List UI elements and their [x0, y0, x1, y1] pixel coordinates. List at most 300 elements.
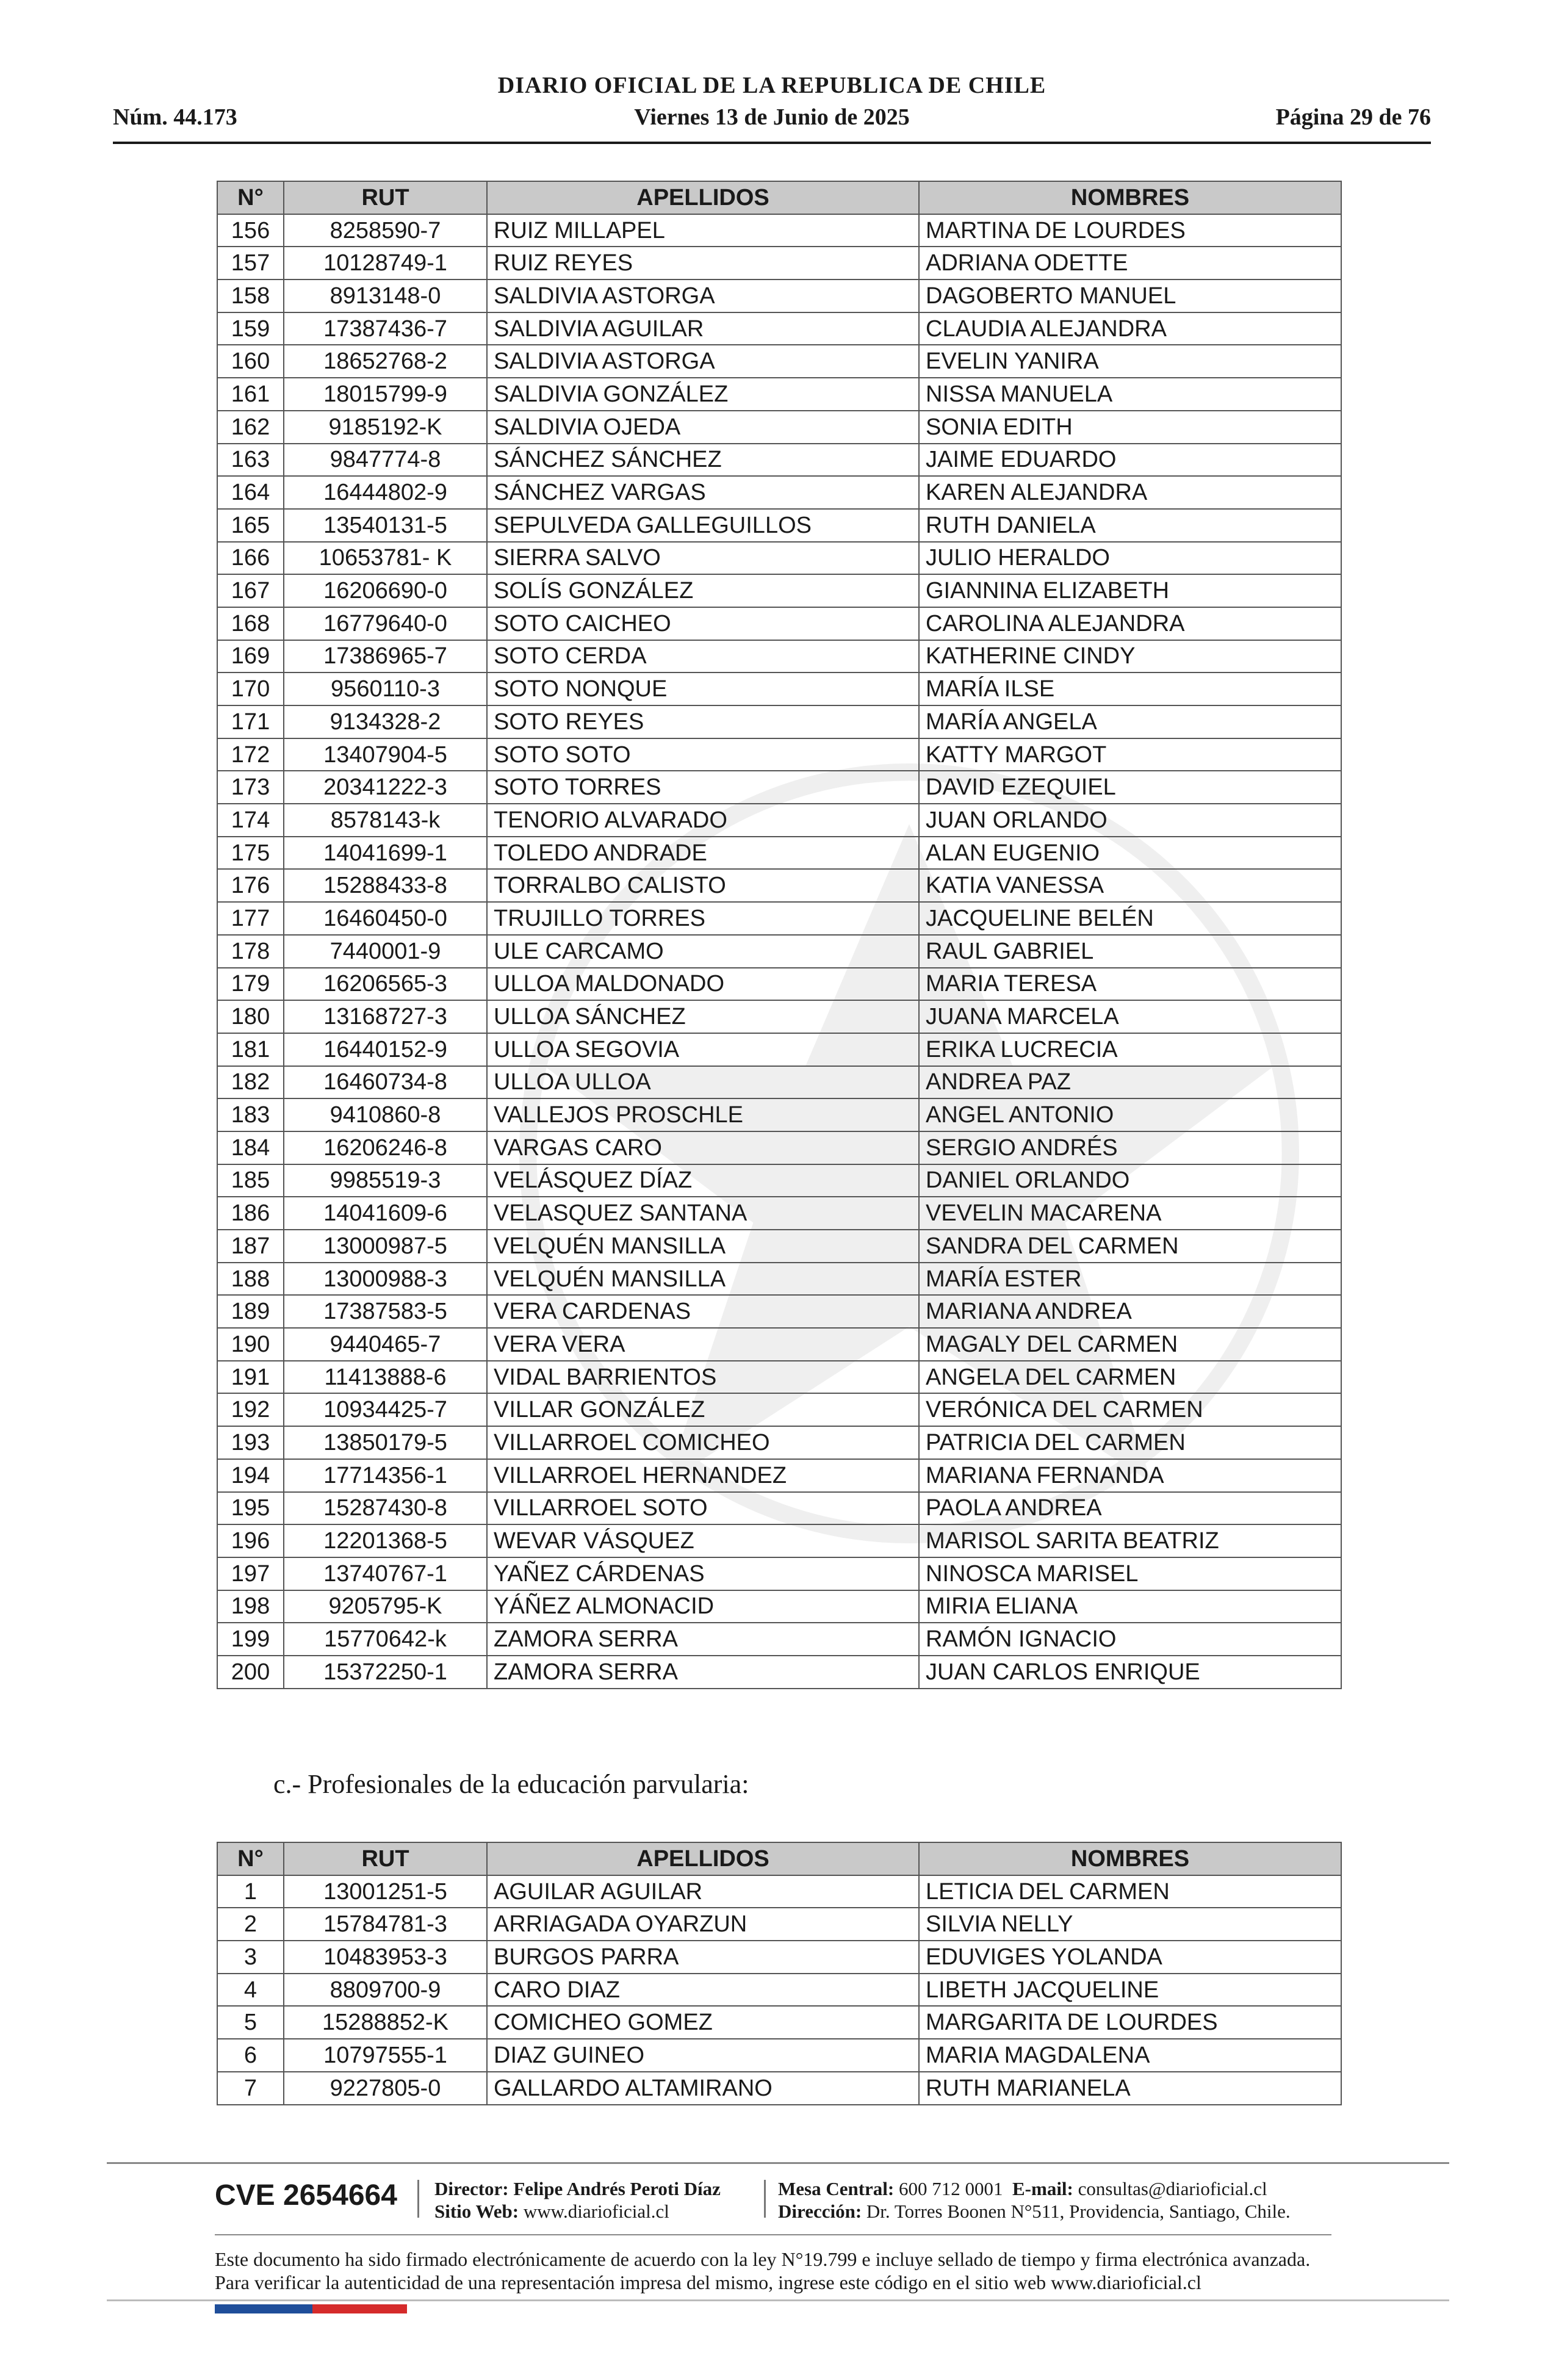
section-heading: c.- Profesionales de la educación parvularia:	[273, 1769, 749, 1799]
table-row	[217, 804, 1341, 837]
given-name-cell: PAOLA ANDREA	[919, 1492, 1341, 1525]
surname-cell: BURGOS PARRA	[487, 1941, 919, 1974]
surname-cell: SALDIVIA ASTORGA	[487, 279, 919, 312]
table-row	[217, 2006, 1341, 2039]
rut-cell: 9205795-K	[284, 1590, 487, 1623]
surname-cell: YAÑEZ CÁRDENAS	[487, 1557, 919, 1590]
surname-cell: SALDIVIA ASTORGA	[487, 345, 919, 378]
row-number: 189	[217, 1295, 284, 1328]
surname-cell: TENORIO ALVARADO	[487, 804, 919, 837]
given-name-cell: EDUVIGES YOLANDA	[919, 1941, 1341, 1974]
surname-cell: SOLÍS GONZÁLEZ	[487, 574, 919, 607]
row-number: 179	[217, 968, 284, 1001]
row-number: 4	[217, 1974, 284, 2007]
table-row	[217, 312, 1341, 345]
table-row	[217, 1263, 1341, 1296]
footer-separator	[764, 2180, 766, 2218]
flag-stripe-blue	[215, 2304, 312, 2313]
table-row	[217, 1656, 1341, 1689]
given-name-cell: KATHERINE CINDY	[919, 640, 1341, 673]
rut-cell: 17386965-7	[284, 640, 487, 673]
rut-cell: 13540131-5	[284, 509, 487, 542]
table-row	[217, 1164, 1341, 1197]
table-row	[217, 1033, 1341, 1066]
rut-cell: 17387436-7	[284, 312, 487, 345]
email-label: E-mail:	[1012, 2178, 1073, 2199]
rut-cell: 8809700-9	[284, 1974, 487, 2007]
surname-cell: SOTO TORRES	[487, 771, 919, 804]
row-number: 196	[217, 1524, 284, 1557]
row-number: 172	[217, 738, 284, 771]
surname-cell: ZAMORA SERRA	[487, 1656, 919, 1689]
rut-cell: 14041609-6	[284, 1197, 487, 1230]
rut-cell: 18652768-2	[284, 345, 487, 378]
table-row	[217, 574, 1341, 607]
given-name-cell: SERGIO ANDRÉS	[919, 1131, 1341, 1164]
given-name-cell: ANGELA DEL CARMEN	[919, 1361, 1341, 1394]
given-name-cell: JUANA MARCELA	[919, 1000, 1341, 1033]
table-row	[217, 1230, 1341, 1263]
rut-cell: 15770642-k	[284, 1623, 487, 1656]
table-row	[217, 214, 1341, 247]
surname-cell: TRUJILLO TORRES	[487, 902, 919, 935]
row-number: 166	[217, 542, 284, 575]
given-name-cell: SONIA EDITH	[919, 411, 1341, 444]
row-number: 171	[217, 705, 284, 738]
row-number: 173	[217, 771, 284, 804]
rut-cell: 10653781- K	[284, 542, 487, 575]
row-number: 190	[217, 1328, 284, 1361]
row-number: 177	[217, 902, 284, 935]
surname-cell: SOTO REYES	[487, 705, 919, 738]
surname-cell: GALLARDO ALTAMIRANO	[487, 2072, 919, 2105]
row-number: 7	[217, 2072, 284, 2105]
email-link[interactable]: consultas@diarioficial.cl	[1078, 2178, 1267, 2199]
rut-cell: 9410860-8	[284, 1098, 487, 1131]
given-name-cell: LIBETH JACQUELINE	[919, 1974, 1341, 2007]
surname-cell: ULE CARCAMO	[487, 935, 919, 968]
surname-cell: SALDIVIA OJEDA	[487, 411, 919, 444]
given-name-cell: KATIA VANESSA	[919, 869, 1341, 902]
surname-cell: TORRALBO CALISTO	[487, 869, 919, 902]
table-row	[217, 247, 1341, 279]
rut-cell: 9985519-3	[284, 1164, 487, 1197]
footer-divider	[215, 2234, 1331, 2235]
surname-cell: VILLAR GONZÁLEZ	[487, 1393, 919, 1426]
table-row	[217, 935, 1341, 968]
rut-cell: 13000988-3	[284, 1263, 487, 1296]
rut-cell: 13000987-5	[284, 1230, 487, 1263]
table-row	[217, 705, 1341, 738]
surname-cell: SOTO SOTO	[487, 738, 919, 771]
row-number: 157	[217, 247, 284, 279]
given-name-cell: MARÍA ILSE	[919, 673, 1341, 705]
given-name-cell: RUTH DANIELA	[919, 509, 1341, 542]
given-name-cell: DANIEL ORLANDO	[919, 1164, 1341, 1197]
surname-cell: SÁNCHEZ SÁNCHEZ	[487, 444, 919, 477]
rut-cell: 8913148-0	[284, 279, 487, 312]
table-body	[217, 214, 1341, 1689]
row-number: 174	[217, 804, 284, 837]
table-row	[217, 1524, 1341, 1557]
table-row	[217, 411, 1341, 444]
surname-cell: ZAMORA SERRA	[487, 1623, 919, 1656]
given-name-cell: MARÍA ANGELA	[919, 705, 1341, 738]
given-name-cell: NINOSCA MARISEL	[919, 1557, 1341, 1590]
signature-notice: Este documento ha sido firmado electrónicamente de acuerdo con la ley N°19.799 e incluye sellado de tiempo y firma electrónica avanzada. Para verificar la autenticidad de una representación impresa del mismo, ingrese este código en el sitio web www.diarioficial.cl	[215, 2248, 1311, 2293]
rut-cell: 15288852-K	[284, 2006, 487, 2039]
table-row	[217, 1557, 1341, 1590]
surname-cell: VALLEJOS PROSCHLE	[487, 1098, 919, 1131]
col-header-apellidos: APELLIDOS	[487, 181, 919, 214]
surname-cell: VERA VERA	[487, 1328, 919, 1361]
table-row	[217, 1066, 1341, 1099]
row-number: 197	[217, 1557, 284, 1590]
row-number: 195	[217, 1492, 284, 1525]
row-number: 187	[217, 1230, 284, 1263]
table-row	[217, 509, 1341, 542]
table-row	[217, 607, 1341, 640]
row-number: 181	[217, 1033, 284, 1066]
table-row	[217, 2039, 1341, 2072]
given-name-cell: MARTINA DE LOURDES	[919, 214, 1341, 247]
surname-cell: RUIZ MILLAPEL	[487, 214, 919, 247]
rut-cell: 9560110-3	[284, 673, 487, 705]
given-name-cell: RAMÓN IGNACIO	[919, 1623, 1341, 1656]
surname-cell: VERA CARDENAS	[487, 1295, 919, 1328]
website-link[interactable]: www.diarioficial.cl	[523, 2201, 669, 2222]
row-number: 188	[217, 1263, 284, 1296]
rut-cell: 17387583-5	[284, 1295, 487, 1328]
row-number: 167	[217, 574, 284, 607]
col-header-number: N°	[217, 1842, 284, 1875]
footer-divider	[107, 2162, 1449, 2164]
surname-cell: SALDIVIA GONZÁLEZ	[487, 378, 919, 411]
flag-stripe-red	[312, 2304, 407, 2313]
rut-cell: 10483953-3	[284, 1941, 487, 1974]
issue-date: Viernes 13 de Junio de 2025	[634, 104, 910, 130]
rut-cell: 8258590-7	[284, 214, 487, 247]
table-row	[217, 869, 1341, 902]
row-number: 182	[217, 1066, 284, 1099]
given-name-cell: ERIKA LUCRECIA	[919, 1033, 1341, 1066]
given-name-cell: DAVID EZEQUIEL	[919, 771, 1341, 804]
row-number: 6	[217, 2039, 284, 2072]
rut-cell: 9134328-2	[284, 705, 487, 738]
row-number: 158	[217, 279, 284, 312]
surname-cell: VELÁSQUEZ DÍAZ	[487, 1164, 919, 1197]
surname-cell: VILLARROEL HERNANDEZ	[487, 1459, 919, 1492]
given-name-cell: MIRIA ELIANA	[919, 1590, 1341, 1623]
row-number: 199	[217, 1623, 284, 1656]
table-row	[217, 968, 1341, 1001]
row-number: 185	[217, 1164, 284, 1197]
rut-cell: 14041699-1	[284, 837, 487, 870]
row-number: 178	[217, 935, 284, 968]
rut-cell: 10128749-1	[284, 247, 487, 279]
given-name-cell: MARIA MAGDALENA	[919, 2039, 1341, 2072]
given-name-cell: JUAN CARLOS ENRIQUE	[919, 1656, 1341, 1689]
rut-cell: 15287430-8	[284, 1492, 487, 1525]
given-name-cell: ALAN EUGENIO	[919, 837, 1341, 870]
rut-cell: 16440152-9	[284, 1033, 487, 1066]
given-name-cell: SILVIA NELLY	[919, 1908, 1341, 1941]
surname-cell: COMICHEO GOMEZ	[487, 2006, 919, 2039]
table-row	[217, 1426, 1341, 1459]
surname-cell: WEVAR VÁSQUEZ	[487, 1524, 919, 1557]
given-name-cell: MARISOL SARITA BEATRIZ	[919, 1524, 1341, 1557]
row-number: 168	[217, 607, 284, 640]
surname-cell: ARRIAGADA OYARZUN	[487, 1908, 919, 1941]
col-header-rut: RUT	[284, 1842, 487, 1875]
table-row	[217, 279, 1341, 312]
given-name-cell: PATRICIA DEL CARMEN	[919, 1426, 1341, 1459]
table-row	[217, 640, 1341, 673]
table-row	[217, 837, 1341, 870]
table-row	[217, 673, 1341, 705]
surname-cell: CARO DIAZ	[487, 1974, 919, 2007]
issue-number: Núm. 44.173	[113, 104, 237, 130]
row-number: 176	[217, 869, 284, 902]
col-header-nombres: NOMBRES	[919, 181, 1341, 214]
row-number: 180	[217, 1000, 284, 1033]
table-row	[217, 2072, 1341, 2105]
given-name-cell: JUAN ORLANDO	[919, 804, 1341, 837]
rut-cell: 15784781-3	[284, 1908, 487, 1941]
row-number: 156	[217, 214, 284, 247]
rut-cell: 16206565-3	[284, 968, 487, 1001]
given-name-cell: SANDRA DEL CARMEN	[919, 1230, 1341, 1263]
rut-cell: 7440001-9	[284, 935, 487, 968]
rut-cell: 17714356-1	[284, 1459, 487, 1492]
table-row	[217, 1000, 1341, 1033]
row-number: 200	[217, 1656, 284, 1689]
rut-cell: 16779640-0	[284, 607, 487, 640]
surname-cell: TOLEDO ANDRADE	[487, 837, 919, 870]
header-divider	[113, 142, 1431, 144]
row-number: 164	[217, 476, 284, 509]
table-row	[217, 542, 1341, 575]
row-number: 160	[217, 345, 284, 378]
row-number: 159	[217, 312, 284, 345]
footer-separator	[417, 2180, 419, 2218]
surname-cell: ULLOA MALDONADO	[487, 968, 919, 1001]
row-number: 170	[217, 673, 284, 705]
rut-cell: 10797555-1	[284, 2039, 487, 2072]
row-number: 198	[217, 1590, 284, 1623]
rut-cell: 16206690-0	[284, 574, 487, 607]
given-name-cell: JAIME EDUARDO	[919, 444, 1341, 477]
rut-cell: 10934425-7	[284, 1393, 487, 1426]
table-row	[217, 738, 1341, 771]
given-name-cell: MARGARITA DE LOURDES	[919, 2006, 1341, 2039]
rut-cell: 16460450-0	[284, 902, 487, 935]
given-name-cell: ANDREA PAZ	[919, 1066, 1341, 1099]
page-number: Página 29 de 76	[1275, 104, 1431, 130]
table-row	[217, 1295, 1341, 1328]
rut-cell: 20341222-3	[284, 771, 487, 804]
surname-cell: ULLOA SÁNCHEZ	[487, 1000, 919, 1033]
given-name-cell: CLAUDIA ALEJANDRA	[919, 312, 1341, 345]
table-row	[217, 345, 1341, 378]
table-row	[217, 1875, 1341, 1908]
given-name-cell: MARIA TERESA	[919, 968, 1341, 1001]
surname-cell: DIAZ GUINEO	[487, 2039, 919, 2072]
contact-block	[778, 2177, 1291, 2223]
rut-cell: 9847774-8	[284, 444, 487, 477]
row-number: 163	[217, 444, 284, 477]
given-name-cell: MARIANA FERNANDA	[919, 1459, 1341, 1492]
surname-cell: SÁNCHEZ VARGAS	[487, 476, 919, 509]
row-number: 161	[217, 378, 284, 411]
table-row	[217, 444, 1341, 477]
given-name-cell: ADRIANA ODETTE	[919, 247, 1341, 279]
rut-cell: 18015799-9	[284, 378, 487, 411]
surname-cell: VILLARROEL COMICHEO	[487, 1426, 919, 1459]
table-row	[217, 902, 1341, 935]
table-row	[217, 378, 1341, 411]
surname-cell: VARGAS CARO	[487, 1131, 919, 1164]
cve-code: CVE 2654664	[215, 2179, 397, 2212]
rut-cell: 15288433-8	[284, 869, 487, 902]
given-name-cell: NISSA MANUELA	[919, 378, 1341, 411]
given-name-cell: MARIANA ANDREA	[919, 1295, 1341, 1328]
table-row	[217, 1393, 1341, 1426]
col-header-nombres: NOMBRES	[919, 1842, 1341, 1875]
table-row	[217, 1908, 1341, 1941]
given-name-cell: DAGOBERTO MANUEL	[919, 279, 1341, 312]
table-row	[217, 476, 1341, 509]
table-header-row	[217, 1842, 1341, 1875]
table-row	[217, 1197, 1341, 1230]
surname-cell: SOTO CERDA	[487, 640, 919, 673]
given-name-cell: VEVELIN MACARENA	[919, 1197, 1341, 1230]
rut-cell: 9185192-K	[284, 411, 487, 444]
row-number: 183	[217, 1098, 284, 1131]
table-row	[217, 771, 1341, 804]
row-number: 186	[217, 1197, 284, 1230]
footer-divider	[107, 2299, 1449, 2301]
rut-cell: 13850179-5	[284, 1426, 487, 1459]
surname-cell: VIDAL BARRIENTOS	[487, 1361, 919, 1394]
surname-cell: AGUILAR AGUILAR	[487, 1875, 919, 1908]
rut-cell: 16460734-8	[284, 1066, 487, 1099]
rut-cell: 13001251-5	[284, 1875, 487, 1908]
given-name-cell: LETICIA DEL CARMEN	[919, 1875, 1341, 1908]
row-number: 3	[217, 1941, 284, 1974]
row-number: 5	[217, 2006, 284, 2039]
address-label: Dirección:	[778, 2201, 862, 2222]
given-name-cell: GIANNINA ELIZABETH	[919, 574, 1341, 607]
row-number: 2	[217, 1908, 284, 1941]
given-name-cell: ANGEL ANTONIO	[919, 1098, 1341, 1131]
rut-cell: 8578143-k	[284, 804, 487, 837]
given-name-cell: RAUL GABRIEL	[919, 935, 1341, 968]
table-row	[217, 1098, 1341, 1131]
surname-cell: VELQUÉN MANSILLA	[487, 1230, 919, 1263]
address: Dr. Torres Boonen N°511, Providencia, Santiago, Chile.	[866, 2201, 1291, 2222]
table-header-row	[217, 181, 1341, 214]
surname-cell: ULLOA SEGOVIA	[487, 1033, 919, 1066]
row-number: 184	[217, 1131, 284, 1164]
rut-cell: 9440465-7	[284, 1328, 487, 1361]
director-block	[434, 2177, 721, 2223]
row-number: 175	[217, 837, 284, 870]
director-name: Felipe Andrés Peroti Díaz	[513, 2178, 721, 2199]
given-name-cell: EVELIN YANIRA	[919, 345, 1341, 378]
col-header-rut: RUT	[284, 181, 487, 214]
website-label: Sitio Web:	[434, 2201, 519, 2222]
given-name-cell: KATTY MARGOT	[919, 738, 1341, 771]
surname-cell: SOTO NONQUE	[487, 673, 919, 705]
given-name-cell: MAGALY DEL CARMEN	[919, 1328, 1341, 1361]
surname-cell: SOTO CAICHEO	[487, 607, 919, 640]
surname-cell: VELASQUEZ SANTANA	[487, 1197, 919, 1230]
surname-cell: SALDIVIA AGUILAR	[487, 312, 919, 345]
given-name-cell: RUTH MARIANELA	[919, 2072, 1341, 2105]
rut-cell: 9227805-0	[284, 2072, 487, 2105]
page-header	[113, 72, 1431, 145]
surname-cell: ULLOA ULLOA	[487, 1066, 919, 1099]
row-number: 194	[217, 1459, 284, 1492]
given-name-cell: MARÍA ESTER	[919, 1263, 1341, 1296]
table-row	[217, 1974, 1341, 2007]
rut-cell: 11413888-6	[284, 1361, 487, 1394]
teachers-table	[217, 181, 1342, 1689]
table-row	[217, 1623, 1341, 1656]
table-row	[217, 1361, 1341, 1394]
surname-cell: VELQUÉN MANSILLA	[487, 1263, 919, 1296]
row-number: 169	[217, 640, 284, 673]
row-number: 162	[217, 411, 284, 444]
rut-cell: 13740767-1	[284, 1557, 487, 1590]
given-name-cell: CAROLINA ALEJANDRA	[919, 607, 1341, 640]
surname-cell: RUIZ REYES	[487, 247, 919, 279]
row-number: 1	[217, 1875, 284, 1908]
table-row	[217, 1328, 1341, 1361]
table-row	[217, 1131, 1341, 1164]
row-number: 193	[217, 1426, 284, 1459]
phone-label: Mesa Central:	[778, 2178, 895, 2199]
given-name-cell: JULIO HERALDO	[919, 542, 1341, 575]
surname-cell: SEPULVEDA GALLEGUILLOS	[487, 509, 919, 542]
row-number: 192	[217, 1393, 284, 1426]
table-row	[217, 1459, 1341, 1492]
given-name-cell: KAREN ALEJANDRA	[919, 476, 1341, 509]
row-number: 165	[217, 509, 284, 542]
rut-cell: 15372250-1	[284, 1656, 487, 1689]
table-row	[217, 1941, 1341, 1974]
given-name-cell: JACQUELINE BELÉN	[919, 902, 1341, 935]
director-label: Director:	[434, 2178, 509, 2199]
rut-cell: 16206246-8	[284, 1131, 487, 1164]
rut-cell: 13407904-5	[284, 738, 487, 771]
phone-number: 600 712 0001	[899, 2178, 1003, 2199]
surname-cell: VILLARROEL SOTO	[487, 1492, 919, 1525]
surname-cell: SIERRA SALVO	[487, 542, 919, 575]
rut-cell: 16444802-9	[284, 476, 487, 509]
table-body	[217, 1875, 1341, 2105]
given-name-cell: VERÓNICA DEL CARMEN	[919, 1393, 1341, 1426]
nursery-teachers-table	[217, 1842, 1342, 2105]
row-number: 191	[217, 1361, 284, 1394]
rut-cell: 13168727-3	[284, 1000, 487, 1033]
publication-title: DIARIO OFICIAL DE LA REPUBLICA DE CHILE	[497, 73, 1046, 98]
table-row	[217, 1590, 1341, 1623]
surname-cell: YÁÑEZ ALMONACID	[487, 1590, 919, 1623]
col-header-number: N°	[217, 181, 284, 214]
rut-cell: 12201368-5	[284, 1524, 487, 1557]
